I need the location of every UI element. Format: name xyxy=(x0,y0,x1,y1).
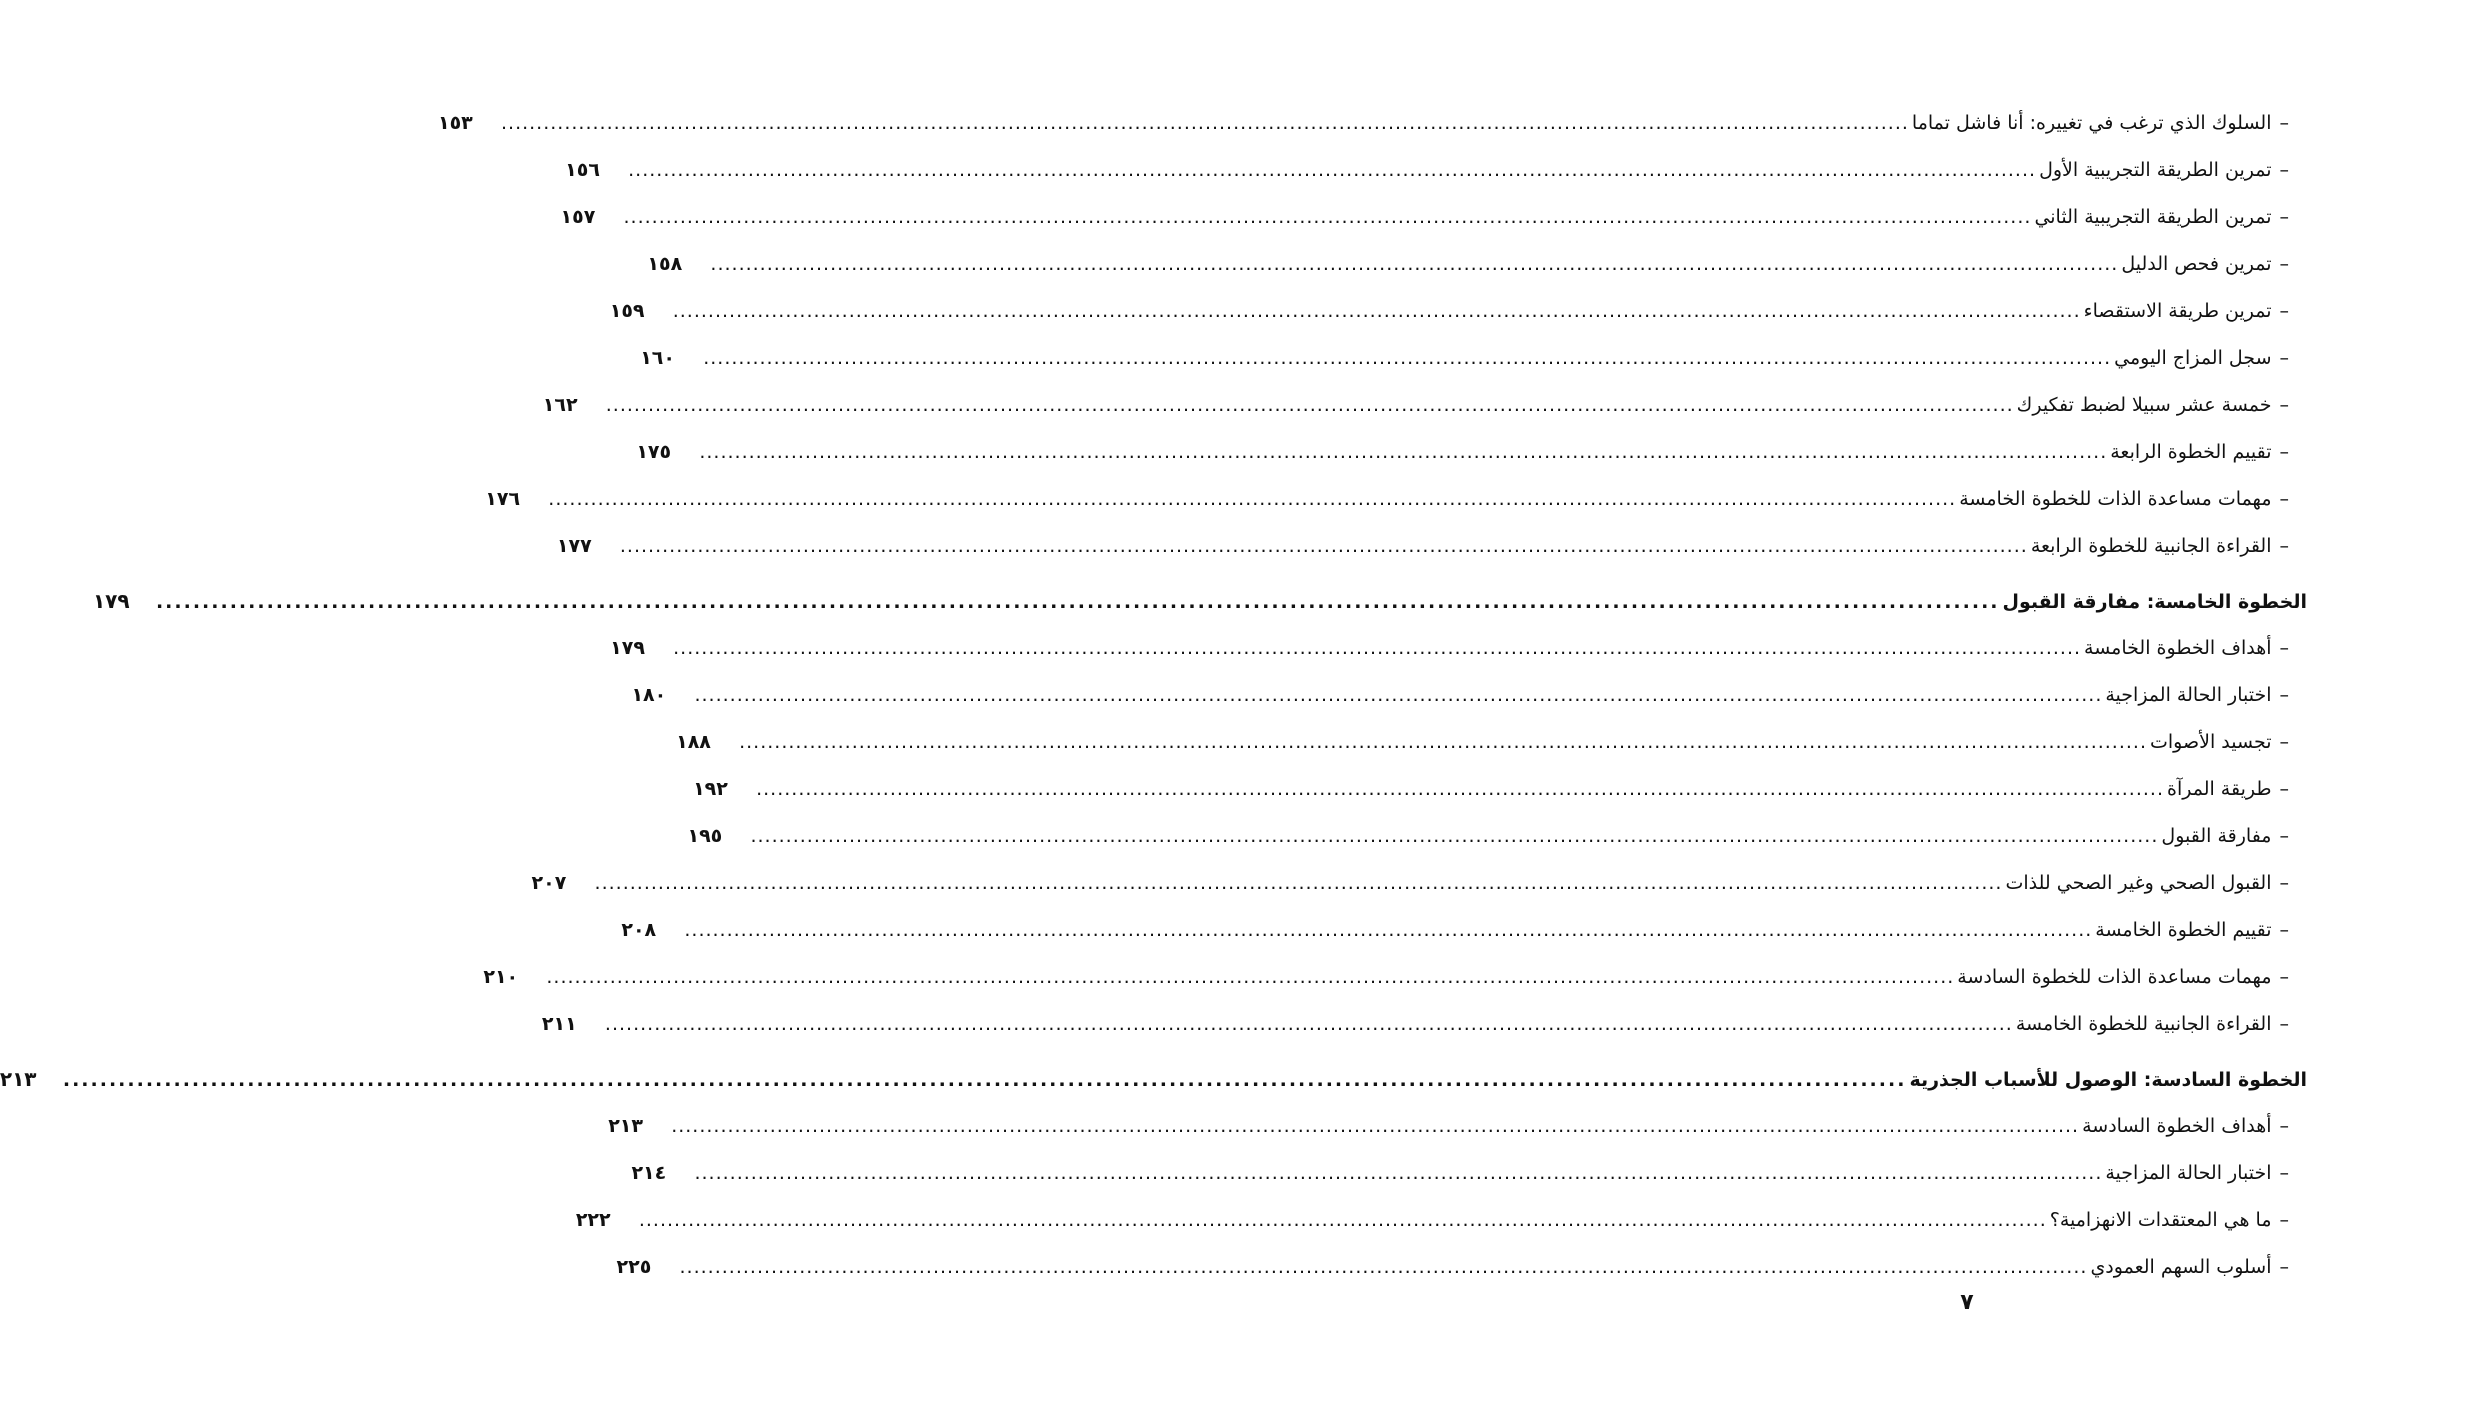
toc-entry-page-number: ٢١٣ xyxy=(608,1115,643,1137)
page-number: ٧ xyxy=(1960,1290,1974,1315)
dot-leader: ........................................................................................................................................................................................................ xyxy=(594,872,2003,894)
toc-entry-title: طريقة المرآة xyxy=(2167,778,2272,800)
toc-entry-page-number: ٢١٠ xyxy=(483,966,519,988)
toc-entry-dash: – xyxy=(2279,112,2289,134)
toc-entry-title: الخطوة الخامسة: مفارقة القبول xyxy=(2002,591,2307,613)
toc-entry-dash: – xyxy=(2279,1013,2289,1035)
dot-leader: ........................................................................................................................................................................................................ xyxy=(756,778,2164,800)
toc-entry-dash: – xyxy=(2279,872,2289,894)
dot-leader: ........................................................................................................................................................................................................ xyxy=(605,394,2014,416)
toc-entry-page-number: ١٥٣ xyxy=(437,112,473,134)
toc-entry-page-number: ١٥٩ xyxy=(609,300,645,322)
dot-leader: ........................................................................................................................................................................................................ xyxy=(548,488,1957,510)
toc-entry xyxy=(647,241,2307,288)
toc-entry-title: مهمات مساعدة الذات للخطوة السادسة xyxy=(1957,966,2272,988)
toc-entry xyxy=(676,719,2307,766)
dot-leader: ........................................................................................................................................................................................................ xyxy=(739,731,2148,753)
toc-entry-page-number: ٢٢٥ xyxy=(616,1256,652,1278)
dot-leader: ........................................................................................................................................................................................................ xyxy=(710,253,2119,275)
toc-entry-title: أهداف الخطوة الخامسة xyxy=(2084,637,2272,659)
toc-entry-dash: – xyxy=(2279,684,2289,706)
toc-entry-dash: – xyxy=(2279,159,2289,181)
toc-entry-dash: – xyxy=(2279,1209,2289,1231)
toc-entry-page-number: ١٧٩ xyxy=(610,637,645,659)
toc-entry-page-number: ١٧٦ xyxy=(485,488,521,510)
dot-leader: ........................................................................................................................................................................................................ xyxy=(671,1115,2080,1137)
toc-entry-page-number: ١٧٥ xyxy=(636,441,672,463)
toc-entry-page-number: ١٧٧ xyxy=(556,535,592,557)
dot-leader: ........................................................................................................................................................................................................ xyxy=(604,1013,2013,1035)
toc-entry-title: ما هي المعتقدات الانهزامية؟ xyxy=(2049,1209,2272,1231)
toc-entry-title: تمرين طريقة الاستقصاء xyxy=(2083,300,2272,322)
dot-leader: ........................................................................................................................................................................................................ xyxy=(703,347,2112,369)
dot-leader: ........................................................................................................................................................................................................ xyxy=(673,637,2082,659)
toc-entry-title: مفارقة القبول xyxy=(2161,825,2272,847)
toc-entry-title: أسلوب السهم العمودي xyxy=(2090,1256,2272,1278)
toc-section-heading xyxy=(0,1056,2307,1103)
toc-entry-dash: – xyxy=(2279,1115,2289,1137)
toc-entry-dash: – xyxy=(2279,347,2289,369)
toc-list xyxy=(0,100,2307,1291)
toc-entry-title: القراءة الجانبية للخطوة الخامسة xyxy=(2015,1013,2272,1035)
toc-entry-title: خمسة عشر سبيلا لضبط تفكيرك xyxy=(2016,394,2272,416)
toc-entry-page-number: ١٥٦ xyxy=(565,159,600,181)
toc-entry-dash: – xyxy=(2279,535,2289,557)
toc-entry-page-number: ١٨٠ xyxy=(631,684,667,706)
toc-entry xyxy=(483,954,2307,1001)
toc-entry-title: أهداف الخطوة السادسة xyxy=(2082,1115,2272,1137)
toc-entry xyxy=(608,1103,2307,1150)
toc-entry-page-number: ١٦٢ xyxy=(542,394,578,416)
toc-entry-page-number: ٢٠٧ xyxy=(531,872,567,894)
dot-leader: ........................................................................................................................................................................................................ xyxy=(679,1256,2088,1278)
dot-leader: ........................................................................................................................................................................................................ xyxy=(694,684,2103,706)
toc-entry-page-number: ٢١٤ xyxy=(631,1162,667,1184)
toc-entry-dash: – xyxy=(2279,488,2289,510)
toc-entry xyxy=(437,100,2307,147)
toc-entry-dash: – xyxy=(2279,825,2289,847)
toc-entry xyxy=(631,672,2307,719)
toc-entry-page-number: ١٦٠ xyxy=(640,347,675,369)
toc-entry xyxy=(616,1244,2307,1291)
dot-leader: ........................................................................................................................................................................................................ xyxy=(750,825,2159,847)
toc-entry-dash: – xyxy=(2279,300,2289,322)
toc-entry xyxy=(565,147,2307,194)
toc-entry-dash: – xyxy=(2279,394,2289,416)
toc-entry-dash: – xyxy=(2279,778,2289,800)
dot-leader: ........................................................................................................................................................................................................ xyxy=(638,1209,2047,1231)
toc-entry-title: تقييم الخطوة الرابعة xyxy=(2110,441,2272,463)
toc-entry xyxy=(687,813,2307,860)
toc-entry xyxy=(556,523,2307,570)
toc-entry-title: تمرين الطريقة التجريبية الثاني xyxy=(2034,206,2272,228)
toc-entry-title: تمرين فحص الدليل xyxy=(2121,253,2272,275)
dot-leader: ........................................................................................................................................................................................................ xyxy=(546,966,1955,988)
toc-entry xyxy=(531,860,2307,907)
dot-leader: ........................................................................................................................................................................................................ xyxy=(699,441,2108,463)
dot-leader: ........................................................................................................................................................................................................ xyxy=(684,919,2093,941)
toc-entry-dash: – xyxy=(2279,1162,2289,1184)
toc-entry-dash: – xyxy=(2279,1256,2289,1278)
toc-section-heading xyxy=(92,578,2307,625)
toc-entry-title: تمرين الطريقة التجريبية الأول xyxy=(2039,159,2272,181)
toc-entry-title: السلوك الذي ترغب في تغييره: أنا فاشل تماما xyxy=(1911,112,2272,134)
toc-entry-page-number: ١٥٧ xyxy=(560,206,596,228)
toc-entry-dash: – xyxy=(2279,919,2289,941)
toc-entry-page-number: ١٨٨ xyxy=(676,731,711,753)
toc-entry-page-number: ٢١١ xyxy=(541,1013,577,1035)
toc-entry xyxy=(636,429,2307,476)
toc-entry-title: تجسيد الأصوات xyxy=(2150,731,2272,753)
dot-leader: ........................................................................................................................................................................................................ xyxy=(619,535,2028,557)
toc-entry-title: مهمات مساعدة الذات للخطوة الخامسة xyxy=(1959,488,2272,510)
toc-entry-title: اختبار الحالة المزاجية xyxy=(2105,684,2272,706)
toc-entry-title: سجل المزاج اليومي xyxy=(2114,347,2272,369)
toc-entry-page-number: ٢٠٨ xyxy=(621,919,657,941)
toc-entry-page-number: ١٩٢ xyxy=(693,778,728,800)
toc-entry-title: القراءة الجانبية للخطوة الرابعة xyxy=(2030,535,2272,557)
dot-leader: ........................................................................................................................................................................................................ xyxy=(500,112,1909,134)
toc-entry xyxy=(631,1150,2307,1197)
toc-entry-title: تقييم الخطوة الخامسة xyxy=(2095,919,2272,941)
toc-entry xyxy=(560,194,2307,241)
toc-entry-dash: – xyxy=(2279,637,2289,659)
toc-entry xyxy=(542,382,2307,429)
dot-leader: ........................................................................................................................................................................................................ xyxy=(672,300,2081,322)
toc-entry-title: الخطوة السادسة: الوصول للأسباب الجذرية xyxy=(1909,1069,2307,1091)
toc-entry xyxy=(640,335,2307,382)
toc-entry xyxy=(575,1197,2307,1244)
toc-entry xyxy=(541,1001,2307,1048)
toc-entry-title: اختبار الحالة المزاجية xyxy=(2105,1162,2272,1184)
toc-entry xyxy=(485,476,2307,523)
toc-entry-dash: – xyxy=(2279,731,2289,753)
toc-entry xyxy=(693,766,2307,813)
toc-entry-page-number: ٢٢٢ xyxy=(575,1209,611,1231)
dot-leader: ........................................................................................................................................................................................................ xyxy=(62,1069,1907,1091)
dot-leader: ........................................................................................................................................................................................................ xyxy=(623,206,2032,228)
toc-entry-dash: – xyxy=(2279,966,2289,988)
toc-entry-dash: – xyxy=(2279,441,2289,463)
toc-entry xyxy=(609,288,2307,335)
toc-entry xyxy=(610,625,2307,672)
toc-entry-page-number: ١٥٨ xyxy=(647,253,683,275)
toc-entry-page-number: ١٧٩ xyxy=(92,589,130,613)
dot-leader: ........................................................................................................................................................................................................ xyxy=(694,1162,2103,1184)
dot-leader: ........................................................................................................................................................................................................ xyxy=(155,591,2000,613)
toc-entry xyxy=(621,907,2307,954)
toc-entry-dash: – xyxy=(2279,253,2289,275)
toc-entry-page-number: ١٩٥ xyxy=(687,825,723,847)
toc-entry-dash: – xyxy=(2279,206,2289,228)
toc-entry-page-number: ٢١٣ xyxy=(0,1067,37,1091)
table-of-contents xyxy=(0,100,2307,1291)
toc-entry-title: القبول الصحي وغير الصحي للذات xyxy=(2005,872,2272,894)
dot-leader: ........................................................................................................................................................................................................ xyxy=(628,159,2037,181)
